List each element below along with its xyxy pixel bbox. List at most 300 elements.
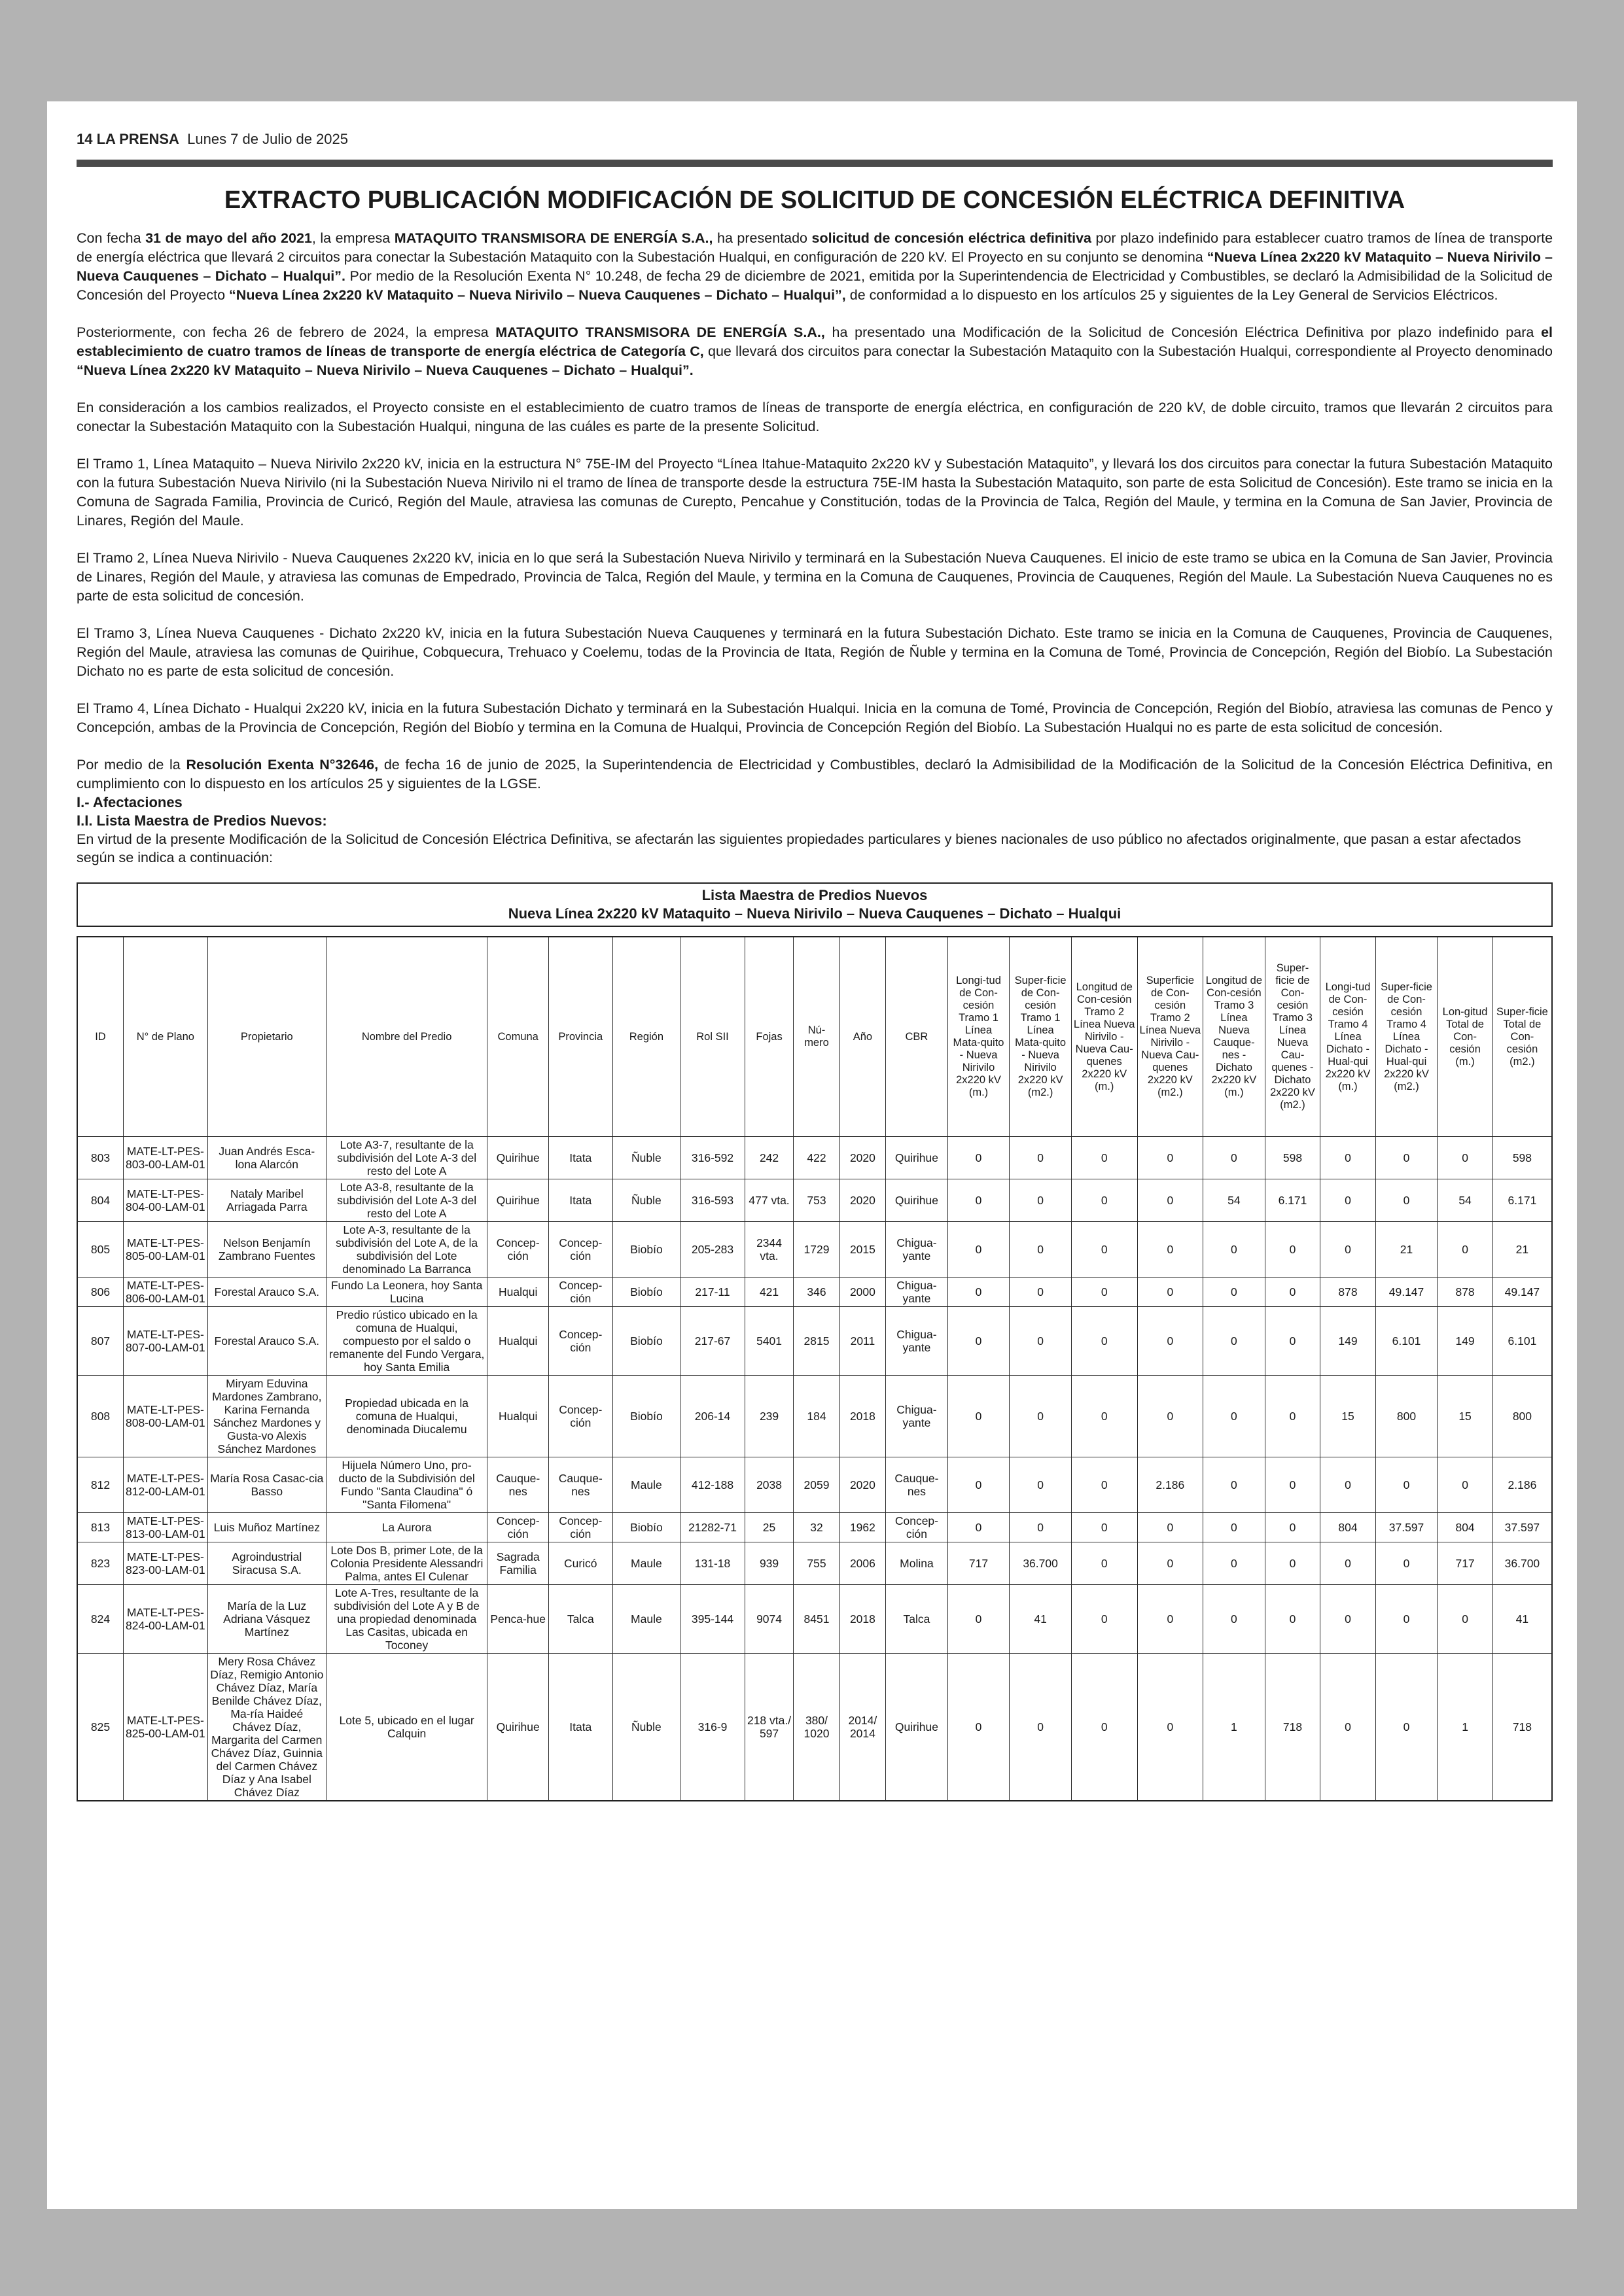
table-cell: 0 (1010, 1376, 1072, 1457)
table-cell: Quirihue (487, 1137, 549, 1179)
table-cell: 0 (1320, 1222, 1376, 1278)
table-cell: 753 (794, 1179, 839, 1222)
table-cell: 380/ 1020 (794, 1654, 839, 1801)
table-cell: 0 (1265, 1222, 1320, 1278)
table-cell: Cauque-nes (886, 1457, 948, 1513)
table-cell: Concep-ción (548, 1222, 612, 1278)
table-cell: 812 (77, 1457, 123, 1513)
text-run: solicitud de concesión eléctrica definitiva (811, 230, 1091, 246)
table-cell: 800 (1375, 1376, 1438, 1457)
table-cell: 8451 (794, 1585, 839, 1654)
table-cell: 0 (1265, 1513, 1320, 1542)
table-cell: MATE-LT-PES-805-00-LAM-01 (123, 1222, 207, 1278)
table-cell: Ñuble (612, 1654, 680, 1801)
table-cell: Forestal Arauco S.A. (207, 1307, 326, 1376)
column-header: Longitud de Con-cesión Tramo 3 Línea Nueva Cauque-nes - Dichato 2x220 kV (m.) (1203, 937, 1265, 1137)
table-cell: 149 (1320, 1307, 1376, 1376)
table-cell: 1 (1438, 1654, 1493, 1801)
table-cell: MATE-LT-PES-804-00-LAM-01 (123, 1179, 207, 1222)
text-run: El Tramo 2, Línea Nueva Nirivilo - Nueva Cauquenes 2x220 kV, inicia en lo que será la Subestación Nueva Nirivilo y terminará en la Subestación Nueva Cauquenes. El inicio de este tramo se ubica en la Comuna de San Javier, Provincia de Linares, Región del Maule, y atraviesa las comunas de Empedrado, Provincia de Talca, Región del Maule, y termina en la Comuna de Cauquenes, Provincia de Cauquenes, Región del Maule. La Subestación Nueva Cauquenes no es parte de esta solicitud de concesión. (77, 550, 1553, 604)
table-cell: 2018 (839, 1376, 885, 1457)
table-cell: Cauque-nes (487, 1457, 549, 1513)
column-header: CBR (886, 937, 948, 1137)
table-cell: 0 (1071, 1542, 1137, 1585)
table-cell: 718 (1492, 1654, 1552, 1801)
table-cell: 808 (77, 1376, 123, 1457)
table-cell: 0 (1010, 1654, 1072, 1801)
text-run: Posteriormente, con fecha 26 de febrero de 2024, la empresa (77, 324, 496, 340)
table-cell: 806 (77, 1278, 123, 1307)
table-cell: Nelson Benjamín Zambrano Fuentes (207, 1222, 326, 1278)
table-cell: 2018 (839, 1585, 885, 1654)
table-cell: 0 (1137, 1137, 1203, 1179)
table-cell: 804 (77, 1179, 123, 1222)
table-cell: 0 (1265, 1585, 1320, 1654)
text-run: de fecha 16 de junio de 2025, la Superintendencia de Electricidad y Combustibles, declaró la Admisibilidad de la Modificación de la Solicitud de la Concesión Eléctrica Definitiva, en cumplimiento con lo dispuesto en los artículos 25 y siguientes de la LGSE. (77, 757, 1553, 791)
table-cell: 825 (77, 1654, 123, 1801)
column-header: Nombre del Predio (326, 937, 487, 1137)
table-cell: MATE-LT-PES-807-00-LAM-01 (123, 1307, 207, 1376)
table-row (77, 1376, 1552, 1457)
text-run: por plazo indefinido para establecer cuatro tramos de línea de transporte de energía eléctrica que llevará 2 circuitos para conectar la Subestación Mataquito con la Subestación Hualqui, en configuración de 220 kV. El Proyecto en su conjunto se denomina (77, 230, 1553, 265)
table-cell: La Aurora (326, 1513, 487, 1542)
table-cell: Miryam Eduvina Mardones Zambrano, Karina Fernanda Sánchez Mardones y Gusta-vo Alexis Sánchez Mardones (207, 1376, 326, 1457)
table-cell: 0 (947, 1457, 1010, 1513)
table-cell: 0 (1010, 1457, 1072, 1513)
table-cell: 205-283 (680, 1222, 745, 1278)
table-cell: 717 (947, 1542, 1010, 1585)
table-cell: Juan Andrés Esca-lona Alarcón (207, 1137, 326, 1179)
table-cell: MATE-LT-PES-823-00-LAM-01 (123, 1542, 207, 1585)
table-cell: 15 (1438, 1376, 1493, 1457)
table-cell: 0 (1265, 1376, 1320, 1457)
table-row (77, 1457, 1552, 1513)
table-cell: 2.186 (1492, 1457, 1552, 1513)
table-cell: Itata (548, 1137, 612, 1179)
table-cell: Quirihue (886, 1179, 948, 1222)
table-cell: Concep-ción (487, 1222, 549, 1278)
table-cell: 2014/ 2014 (839, 1654, 885, 1801)
column-header: Propietario (207, 937, 326, 1137)
table-cell: 0 (947, 1376, 1010, 1457)
table-cell: 0 (1071, 1585, 1137, 1654)
table-cell: 813 (77, 1513, 123, 1542)
table-row (77, 1222, 1552, 1278)
table-cell: 0 (1438, 1137, 1493, 1179)
table-cell: 2020 (839, 1137, 885, 1179)
table-cell: 395-144 (680, 1585, 745, 1654)
table-cell: 0 (1203, 1376, 1265, 1457)
table-cell: 0 (1320, 1137, 1376, 1179)
text-run: “Nueva Línea 2x220 kV Mataquito – Nueva Nirivilo – Nueva Cauquenes – Dichato – Hualqui”. (77, 362, 694, 378)
table-cell: 1 (1203, 1654, 1265, 1801)
table-cell: 2038 (745, 1457, 793, 1513)
table-cell: Chigua-yante (886, 1222, 948, 1278)
table-cell: 15 (1320, 1376, 1376, 1457)
table-cell: 598 (1492, 1137, 1552, 1179)
table-cell: 0 (1320, 1654, 1376, 1801)
table-cell: MATE-LT-PES-803-00-LAM-01 (123, 1137, 207, 1179)
table-cell: 149 (1438, 1307, 1493, 1376)
table-cell: 2015 (839, 1222, 885, 1278)
table-cell: 0 (1010, 1513, 1072, 1542)
table-cell: 316-593 (680, 1179, 745, 1222)
table-cell: 0 (1203, 1513, 1265, 1542)
table-cell: Ñuble (612, 1179, 680, 1222)
text-run: el establecimiento de cuatro tramos de líneas de transporte de energía eléctrica de Categoría C, (77, 324, 1553, 359)
table-cell: 218 vta./ 597 (745, 1654, 793, 1801)
table-cell: 2059 (794, 1457, 839, 1513)
column-header: Región (612, 937, 680, 1137)
table-cell: Talca (886, 1585, 948, 1654)
table-cell: 0 (1137, 1222, 1203, 1278)
table-cell: Forestal Arauco S.A. (207, 1278, 326, 1307)
table-cell: 598 (1265, 1137, 1320, 1179)
table-cell: 878 (1320, 1278, 1376, 1307)
table-cell: Biobío (612, 1307, 680, 1376)
text-run: de conformidad a lo dispuesto en los artículos 25 y siguientes de la Ley General de Servicios Eléctricos. (845, 287, 1498, 303)
table-cell: Talca (548, 1585, 612, 1654)
table-cell: 217-67 (680, 1307, 745, 1376)
table-cell: 0 (1137, 1376, 1203, 1457)
table-cell: 41 (1492, 1585, 1552, 1654)
table-cell: Concep-ción (548, 1513, 612, 1542)
table-cell: 2000 (839, 1278, 885, 1307)
text-run: “Nueva Línea 2x220 kV Mataquito – Nueva Nirivilo – Nueva Cauquenes – Dichato – Hualqui”. (77, 249, 1553, 284)
table-cell: 9074 (745, 1585, 793, 1654)
table-cell: 36.700 (1492, 1542, 1552, 1585)
masthead (77, 131, 348, 148)
table-cell: María Rosa Casac-cia Basso (207, 1457, 326, 1513)
table-cell: 0 (1320, 1585, 1376, 1654)
table-cell: 823 (77, 1542, 123, 1585)
column-header: Lon-gitud Total de Con-cesión (m.) (1438, 937, 1493, 1137)
table-cell: Lote Dos B, primer Lote, de la Colonia Presidente Alessandri Palma, antes El Culenar (326, 1542, 487, 1585)
table-cell: Biobío (612, 1513, 680, 1542)
table-cell: Luis Muñoz Martínez (207, 1513, 326, 1542)
column-header: N° de Plano (123, 937, 207, 1137)
table-cell: 717 (1438, 1542, 1493, 1585)
text-run: que llevará dos circuitos para conectar la Subestación Mataquito con la Subestación Hualqui, correspondiente al Proyecto denominado (703, 343, 1553, 359)
table-cell: 0 (1071, 1654, 1137, 1801)
predios-table (77, 936, 1553, 1801)
table-cell: Nataly Maribel Arriagada Parra (207, 1179, 326, 1222)
table-cell: 0 (1071, 1376, 1137, 1457)
table-cell: 804 (1320, 1513, 1376, 1542)
table-cell: Itata (548, 1179, 612, 1222)
column-header: Super-ficie de Con-cesión Tramo 4 Línea Dichato - Hual-qui 2x220 kV (m2.) (1375, 937, 1438, 1137)
table-cell: 0 (1010, 1307, 1072, 1376)
table-cell: 0 (1265, 1542, 1320, 1585)
text-run: Por medio de la Resolución Exenta N° 10.248, de fecha 29 de diciembre de 2021, emitida por la Superintendencia de Electricidad y Combustibles, se declaró la Admisibilidad de la Solicitud de Concesión del Proyecto (77, 268, 1553, 303)
table-cell: 0 (1203, 1278, 1265, 1307)
text-run: , la empresa (311, 230, 395, 246)
table-cell: María de la Luz Adriana Vásquez Martínez (207, 1585, 326, 1654)
table-cell: 477 vta. (745, 1179, 793, 1222)
table-cell: 0 (1265, 1278, 1320, 1307)
table-cell: 0 (947, 1278, 1010, 1307)
column-header: Super-ficie Total de Con-cesión (m2.) (1492, 937, 1552, 1137)
table-cell: Lote A-3, resultante de la subdivisión del Lote A, de la subdivisión del Lote denominado La Barranca (326, 1222, 487, 1278)
table-cell: Hualqui (487, 1376, 549, 1457)
table-cell: 21282-71 (680, 1513, 745, 1542)
table-cell: 2011 (839, 1307, 885, 1376)
table-cell: Biobío (612, 1376, 680, 1457)
table-subtitle: Nueva Línea 2x220 kV Mataquito – Nueva Nirivilo – Nueva Cauquenes – Dichato – Hualqui (508, 905, 1121, 922)
table-cell: Lote A3-7, resultante de la subdivisión del Lote A-3 del resto del Lote A (326, 1137, 487, 1179)
column-header: Año (839, 937, 885, 1137)
article (77, 186, 1553, 1801)
table-cell: Concep-ción (487, 1513, 549, 1542)
text-run: El Tramo 1, Línea Mataquito – Nueva Nirivilo 2x220 kV, inicia en la estructura N° 75E-IM del Proyecto “Línea Itahue-Mataquito 2x220 kV y Subestación Mataquito”, y llevará los dos circuitos para conectar la futura Subestación Mataquito con la futura Subestación Nueva Nirivilo (ni la Subestación Nueva Nirivilo ni el tramo de línea de transporte desde la estructura 75E-IM hasta la Subestación Mataquito, son parte de esta Solicitud de Concesión). Este tramo se inicia en la Comuna de Sagrada Familia, Provincia de Curicó, Región del Maule, atraviesa las comunas de Curepto, Pencahue y Constitución, todas de la Provincia de Talca, Región del Maule, y termina en la Comuna de San Javier, Provincia de Linares, Región del Maule. (77, 456, 1553, 529)
table-cell: MATE-LT-PES-812-00-LAM-01 (123, 1457, 207, 1513)
text-run: 31 de mayo del año 2021 (145, 230, 312, 246)
text-run: “Nueva Línea 2x220 kV Mataquito – Nueva Nirivilo – Nueva Cauquenes – Dichato – Hualqui”, (229, 287, 846, 303)
table-cell: 755 (794, 1542, 839, 1585)
table-cell: 0 (1203, 1307, 1265, 1376)
table-cell: 0 (1203, 1542, 1265, 1585)
table-cell: 54 (1438, 1179, 1493, 1222)
table-cell: Concep-ción (548, 1307, 612, 1376)
table-row (77, 1585, 1552, 1654)
table-cell: 0 (1010, 1179, 1072, 1222)
table-cell: Lote A-Tres, resultante de la subdivisión del Lote A y B de una propiedad denominada Las Casitas, ubicada en Toconey (326, 1585, 487, 1654)
table-cell: 0 (1320, 1457, 1376, 1513)
table-cell: 0 (1265, 1457, 1320, 1513)
table-cell: 49.147 (1375, 1278, 1438, 1307)
table-cell: 805 (77, 1222, 123, 1278)
table-cell: 6.101 (1492, 1307, 1552, 1376)
table-cell: 0 (1320, 1542, 1376, 1585)
table-cell: Concep-ción (548, 1278, 612, 1307)
table-cell: MATE-LT-PES-813-00-LAM-01 (123, 1513, 207, 1542)
table-cell: 184 (794, 1376, 839, 1457)
table-cell: 824 (77, 1585, 123, 1654)
table-row (77, 1179, 1552, 1222)
table-cell: 242 (745, 1137, 793, 1179)
table-cell: 0 (1071, 1278, 1137, 1307)
table-cell: Penca-hue (487, 1585, 549, 1654)
table-cell: Hualqui (487, 1307, 549, 1376)
table-cell: 0 (947, 1137, 1010, 1179)
table-cell: 54 (1203, 1179, 1265, 1222)
table-cell: 0 (1375, 1585, 1438, 1654)
column-header: Fojas (745, 937, 793, 1137)
table-cell: 0 (947, 1307, 1010, 1376)
column-header: Nú-mero (794, 937, 839, 1137)
table-cell: Concep-ción (548, 1376, 612, 1457)
table-cell: Maule (612, 1542, 680, 1585)
table-cell: Maule (612, 1585, 680, 1654)
table-cell: Chigua-yante (886, 1278, 948, 1307)
table-cell: 0 (1137, 1542, 1203, 1585)
table-cell: 0 (1071, 1222, 1137, 1278)
paragraph-4 (77, 455, 1553, 531)
table-cell: 0 (1438, 1457, 1493, 1513)
table-cell: 21 (1492, 1222, 1552, 1278)
masthead-paper: 14 LA PRENSA (77, 131, 179, 147)
table-cell: 807 (77, 1307, 123, 1376)
table-cell: 6.101 (1375, 1307, 1438, 1376)
table-cell: 804 (1438, 1513, 1493, 1542)
table-cell: 131-18 (680, 1542, 745, 1585)
column-header: Super-ficie de Con-cesión Tramo 1 Línea Mata-quito - Nueva Nirivilo 2x220 kV (m2.) (1010, 937, 1072, 1137)
table-cell: Curicó (548, 1542, 612, 1585)
table-cell: 0 (1375, 1654, 1438, 1801)
table-cell: 316-592 (680, 1137, 745, 1179)
table-cell: 36.700 (1010, 1542, 1072, 1585)
table-cell: 0 (1137, 1179, 1203, 1222)
table-cell: Biobío (612, 1222, 680, 1278)
table-cell: 0 (947, 1585, 1010, 1654)
section-heading-afectaciones: I.- Afectaciones (77, 794, 183, 810)
table-cell: 41 (1010, 1585, 1072, 1654)
column-header: Provincia (548, 937, 612, 1137)
table-cell: 412-188 (680, 1457, 745, 1513)
masthead-rule (77, 160, 1553, 167)
text-run: El Tramo 3, Línea Nueva Cauquenes - Dichato 2x220 kV, inicia en la futura Subestación Nueva Cauquenes y terminará en la futura Subestación Dichato. Este tramo se inicia en la Comuna de Cauquenes, Provincia de Cauquenes, Región del Maule, atraviesa las comunas de Quirihue, Cobquecura, Trehuaco y Coelemu, todas de la Provincia de Itata, Región de Ñuble y termina en la Comuna de Tomé, Provincia de Concepción, Región del Biobío. La Subestación Dichato no es parte de esta solicitud de concesión. (77, 625, 1553, 679)
table-cell: Mery Rosa Chávez Díaz, Remigio Antonio Chávez Díaz, María Benilde Chávez Díaz, Ma-ría Haideé Chávez Díaz, Margarita del Carmen Chávez Díaz, Guinnia del Carmen Chávez Díaz y Ana Isabel Chávez Díaz (207, 1654, 326, 1801)
table-cell: 0 (1010, 1222, 1072, 1278)
table-row (77, 1307, 1552, 1376)
table-cell: Agroindustrial Siracusa S.A. (207, 1542, 326, 1585)
table-cell: 0 (1137, 1654, 1203, 1801)
table-cell: 25 (745, 1513, 793, 1542)
text-run: Por medio de la (77, 757, 186, 773)
table-cell: Sagrada Familia (487, 1542, 549, 1585)
table-row (77, 1513, 1552, 1542)
column-header: Superficie de Con-cesión Tramo 2 Línea Nueva Nirivilo - Nueva Cau-quenes 2x220 kV (m2.) (1137, 937, 1203, 1137)
table-cell: Chigua-yante (886, 1307, 948, 1376)
table-cell: 718 (1265, 1654, 1320, 1801)
column-header: Longi-tud de Con-cesión Tramo 4 Línea Dichato - Hual-qui 2x220 kV (m.) (1320, 937, 1376, 1137)
table-cell: 878 (1438, 1278, 1493, 1307)
table-cell: 0 (1137, 1513, 1203, 1542)
table-cell: 346 (794, 1278, 839, 1307)
table-cell: Quirihue (487, 1179, 549, 1222)
table-cell: 0 (1071, 1457, 1137, 1513)
table-cell: 2006 (839, 1542, 885, 1585)
table-header-row (77, 937, 1552, 1137)
table-cell: Lote A3-8, resultante de la subdivisión del Lote A-3 del resto del Lote A (326, 1179, 487, 1222)
table-cell: 0 (947, 1654, 1010, 1801)
text-run: Con fecha (77, 230, 146, 246)
table-cell: Ñuble (612, 1137, 680, 1179)
table-cell: 0 (1203, 1585, 1265, 1654)
table-cell: 0 (1438, 1585, 1493, 1654)
table-cell: MATE-LT-PES-825-00-LAM-01 (123, 1654, 207, 1801)
table-cell: 0 (947, 1179, 1010, 1222)
table-cell: MATE-LT-PES-806-00-LAM-01 (123, 1278, 207, 1307)
table-cell: 0 (1375, 1457, 1438, 1513)
table-cell: 0 (1071, 1137, 1137, 1179)
table-cell: 0 (1010, 1137, 1072, 1179)
paragraph-7 (77, 699, 1553, 737)
table-cell: Chigua-yante (886, 1376, 948, 1457)
text-run: MATAQUITO TRANSMISORA DE ENERGÍA S.A., (495, 324, 825, 340)
table-cell: MATE-LT-PES-824-00-LAM-01 (123, 1585, 207, 1654)
table-title: Lista Maestra de Predios Nuevos (701, 887, 928, 903)
table-cell: Quirihue (487, 1654, 549, 1801)
masthead-date: Lunes 7 de Julio de 2025 (187, 131, 348, 147)
table-caption (77, 882, 1553, 927)
table-cell: 2344 vta. (745, 1222, 793, 1278)
table-cell: 239 (745, 1376, 793, 1457)
column-header: Longitud de Con-cesión Tramo 2 Línea Nueva Nirivilo - Nueva Cau-quenes 2x220 kV (m.) (1071, 937, 1137, 1137)
table-cell: 0 (1265, 1307, 1320, 1376)
column-header: Longi-tud de Con-cesión Tramo 1 Línea Mata-quito - Nueva Nirivilo 2x220 kV (m.) (947, 937, 1010, 1137)
table-cell: Hualqui (487, 1278, 549, 1307)
table-cell: 217-11 (680, 1278, 745, 1307)
table-cell: 803 (77, 1137, 123, 1179)
text-run: ha presentado (713, 230, 812, 246)
paragraph-2 (77, 323, 1553, 380)
paragraph-1 (77, 229, 1553, 305)
table-cell: 206-14 (680, 1376, 745, 1457)
table-cell: 6.171 (1265, 1179, 1320, 1222)
table-cell: Maule (612, 1457, 680, 1513)
table-cell: 0 (1203, 1137, 1265, 1179)
table-cell: Hijuela Número Uno, pro-ducto de la Subdivisión del Fundo "Santa Claudina" ó "Santa Filomena" (326, 1457, 487, 1513)
table-cell: 49.147 (1492, 1278, 1552, 1307)
table-cell: 0 (1375, 1542, 1438, 1585)
table-cell: 800 (1492, 1376, 1552, 1457)
table-cell: 0 (1320, 1179, 1376, 1222)
table-cell: Quirihue (886, 1654, 948, 1801)
table-cell: 2020 (839, 1457, 885, 1513)
table-cell: 2815 (794, 1307, 839, 1376)
table-cell: Lote 5, ubicado en el lugar Calquin (326, 1654, 487, 1801)
paragraph-8 (77, 756, 1553, 793)
table-cell: 0 (1071, 1307, 1137, 1376)
table-cell: 0 (1203, 1222, 1265, 1278)
text-run: Resolución Exenta N°32646, (186, 757, 379, 773)
table-cell: 0 (1071, 1513, 1137, 1542)
table-cell: 0 (1375, 1179, 1438, 1222)
paragraph-5 (77, 549, 1553, 606)
table-cell: 939 (745, 1542, 793, 1585)
table-cell: Quirihue (886, 1137, 948, 1179)
table-cell: 6.171 (1492, 1179, 1552, 1222)
table-cell: 2020 (839, 1179, 885, 1222)
table-cell: 316-9 (680, 1654, 745, 1801)
table-cell: 0 (947, 1513, 1010, 1542)
table-row (77, 1542, 1552, 1585)
table-cell: 37.597 (1492, 1513, 1552, 1542)
table-cell: 2.186 (1137, 1457, 1203, 1513)
table-cell: 0 (1137, 1278, 1203, 1307)
table-cell: 0 (947, 1222, 1010, 1278)
article-title: EXTRACTO PUBLICACIÓN MODIFICACIÓN DE SOLICITUD DE CONCESIÓN ELÉCTRICA DEFINITIVA (224, 186, 1405, 214)
text-run: En consideración a los cambios realizados, el Proyecto consiste en el establecimiento de cuatro tramos de líneas de transporte de energía eléctrica, en configuración de 220 kV, de doble circuito, tramos que llevarán 2 circuitos para conectar la Subestación Mataquito con la Subestación Hualqui, ninguna de las cuáles es parte de la presente Solicitud. (77, 400, 1553, 434)
table-cell: Cauque-nes (548, 1457, 612, 1513)
column-header: Comuna (487, 937, 549, 1137)
table-cell: Predio rústico ubicado en la comuna de Hualqui, compuesto por el saldo o remanente del Fundo Vergara, hoy Santa Emilia (326, 1307, 487, 1376)
table-cell: Itata (548, 1654, 612, 1801)
text-run: ha presentado una Modificación de la Solicitud de Concesión Eléctrica Definitiva por plazo indefinido para (824, 324, 1542, 340)
table-cell: 0 (1137, 1307, 1203, 1376)
table-cell: 21 (1375, 1222, 1438, 1278)
table-cell: 0 (1010, 1278, 1072, 1307)
text-run: MATAQUITO TRANSMISORA DE ENERGÍA S.A., (394, 230, 713, 246)
table-row (77, 1654, 1552, 1801)
table-cell: 0 (1375, 1137, 1438, 1179)
table-cell: Molina (886, 1542, 948, 1585)
table-cell: Propiedad ubicada en la comuna de Hualqui, denominada Diucalemu (326, 1376, 487, 1457)
table-cell: 0 (1137, 1585, 1203, 1654)
table-cell: 0 (1203, 1457, 1265, 1513)
paragraph-3 (77, 398, 1553, 436)
